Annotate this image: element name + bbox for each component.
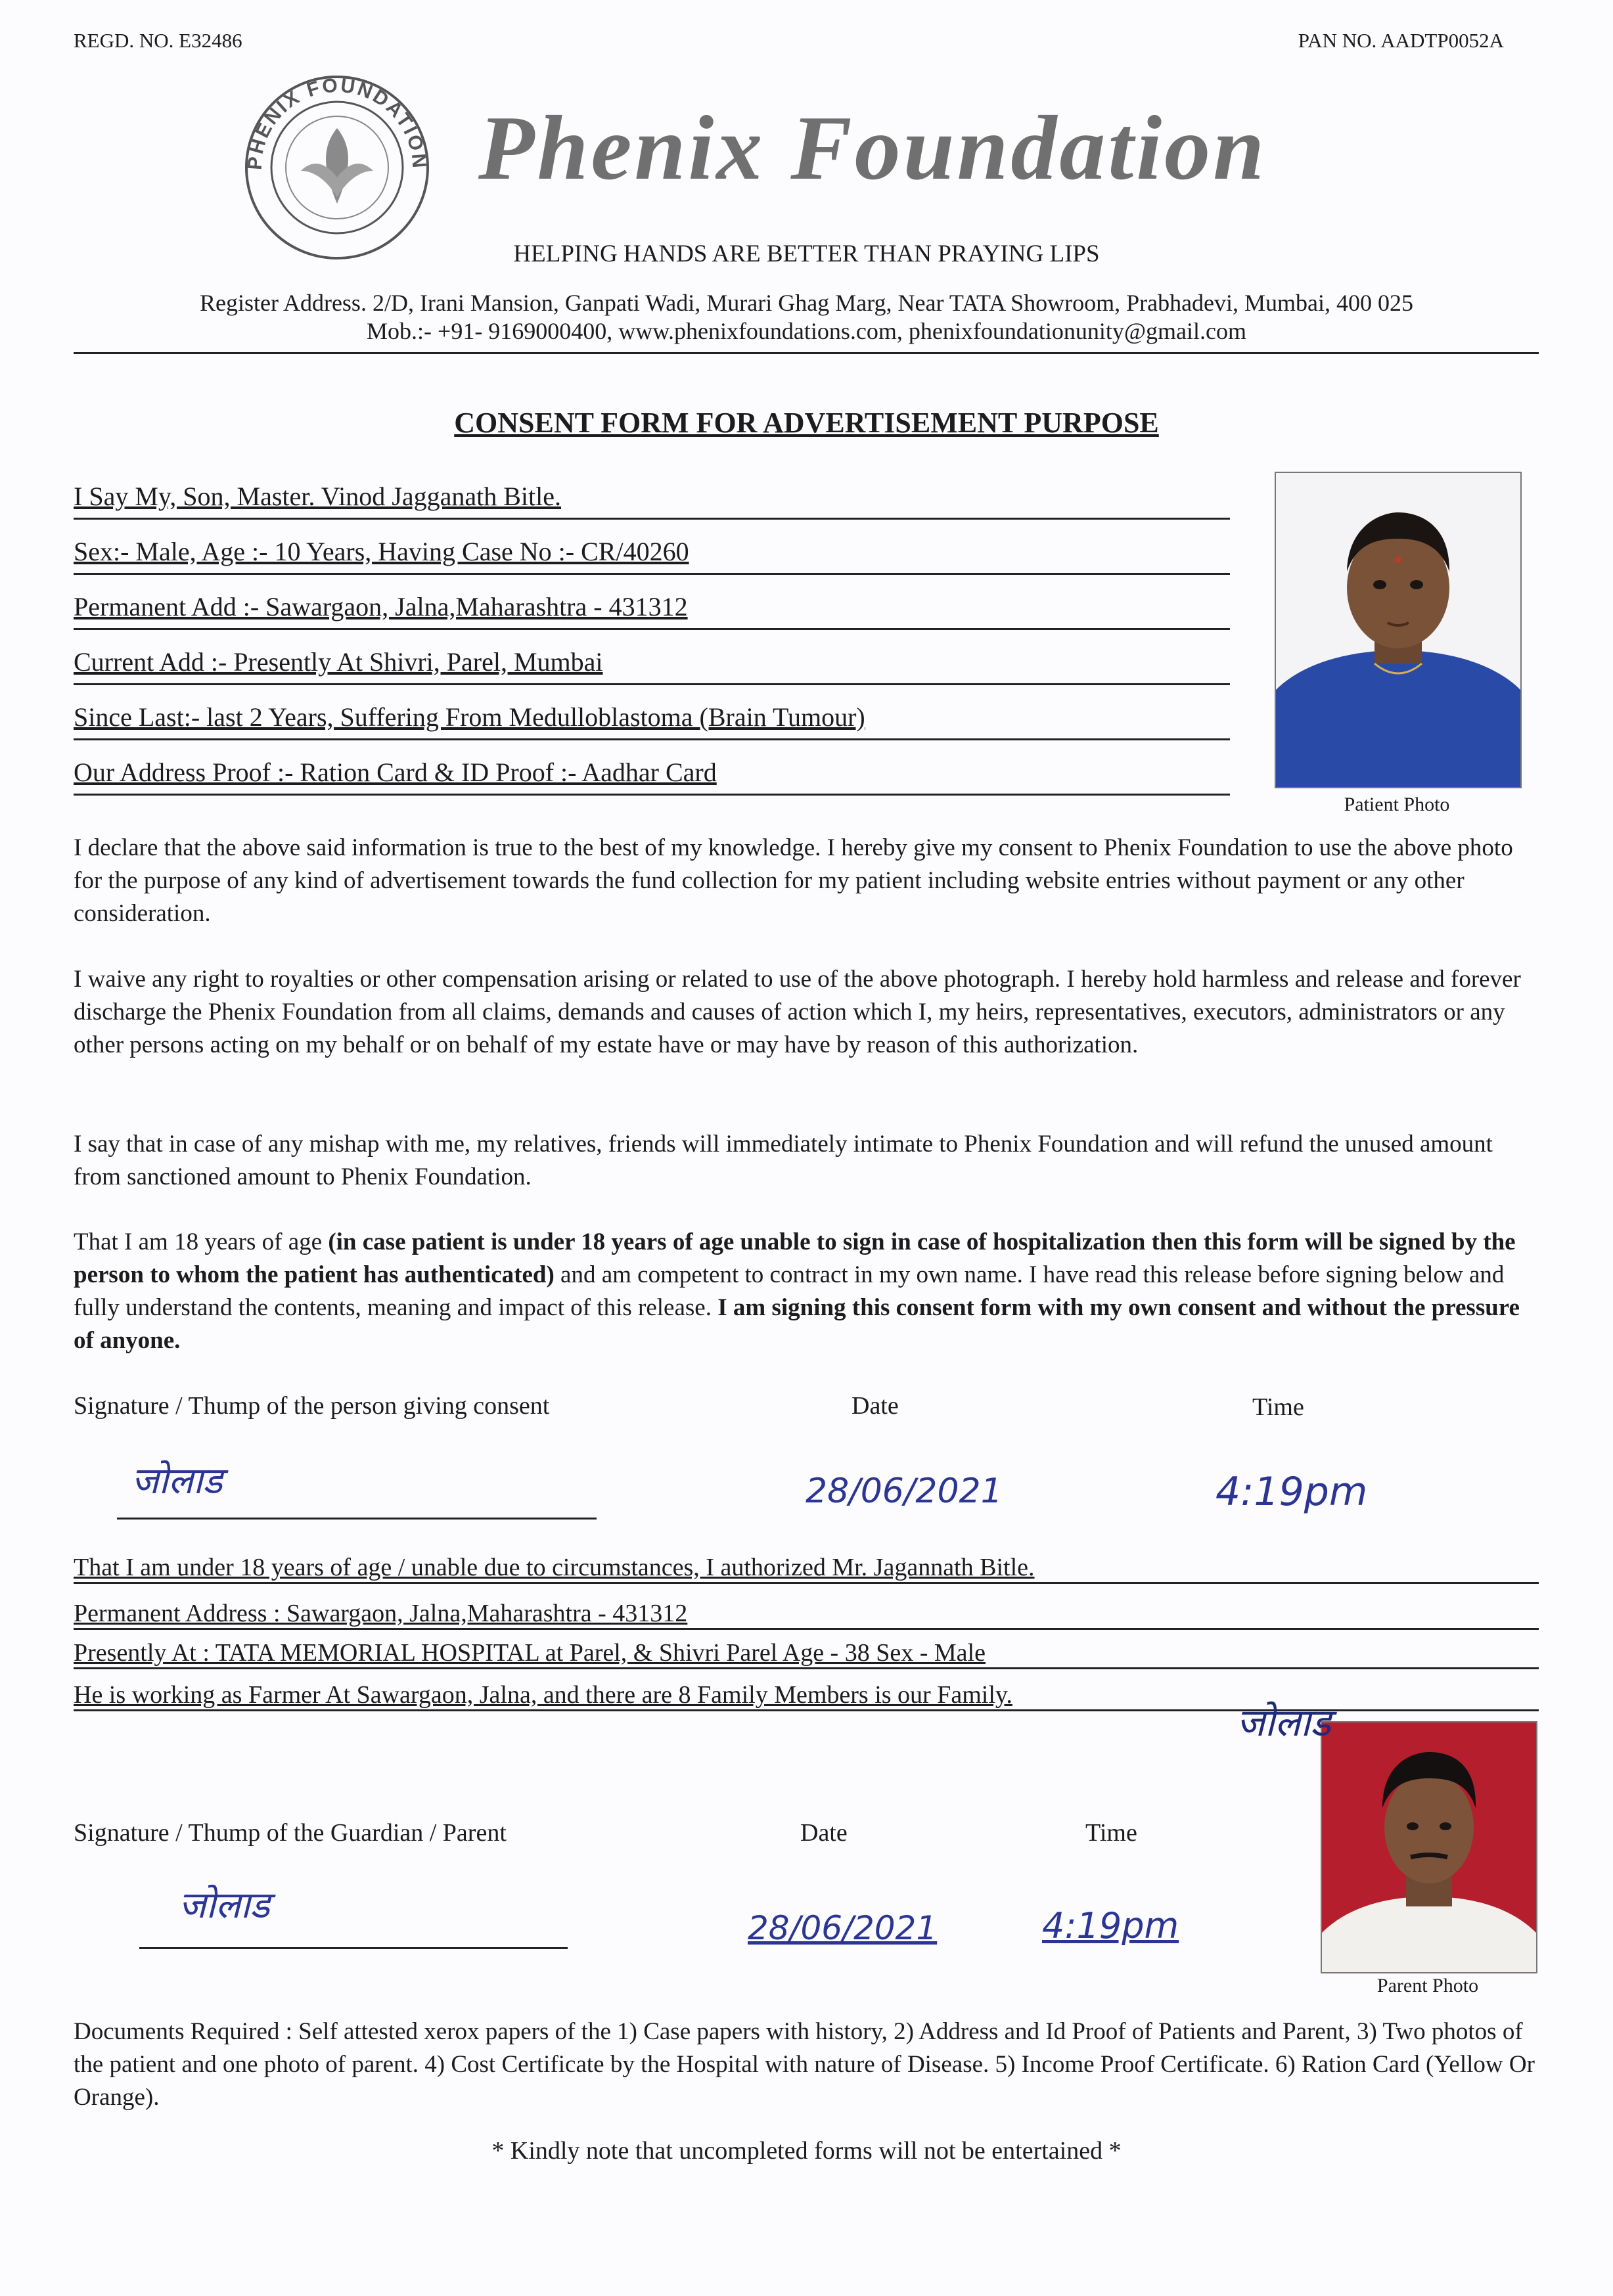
form-title: CONSENT FORM FOR ADVERTISEMENT PURPOSE [454,407,1159,439]
guardian-signature-line [139,1947,568,1949]
photo-attestation-signature: जोलाड [1237,1700,1331,1745]
patient-line-6: Our Address Proof :- Ration Card & ID Proof :- Aadhar Card [74,748,1230,796]
consent-date-value: 28/06/2021 [806,1472,1003,1511]
patient-line-1: I Say My, Son, Master. Vinod Jagganath Bitle. [74,472,1230,520]
consent-signature-line [117,1518,597,1519]
documents-required: Documents Required : Self attested xerox papers of the 1) Case papers with history, 2) Address and Id Proof of Patients and Parent, 3) Two photos of the patient and one photo of parent. 4) Cost Certificate by the Hospital with nature of Disease. 5) Income Proof Certificate. 6) Ration Card (Yellow Or Orange). [74,2018,1535,2111]
registration-number: REGD. NO. E32486 [74,29,242,52]
guardian-signature-label: Signature / Thump of the Guardian / Parent [74,1819,507,1847]
guardian-signature: जोलाड [179,1884,270,1927]
consent-date-label: Date [852,1392,899,1420]
patient-line-4: Current Add :- Presently At Shivri, Parel, Mumbai [74,637,1230,685]
guardian-line-4: He is working as Farmer At Sawargaon, Jalna, and there are 8 Family Members is our Family. [74,1677,1539,1711]
guardian-date-value: 28/06/2021 [748,1909,938,1947]
patient-line-2: Sex:- Male, Age :- 10 Years, Having Case No :- CR/40260 [74,527,1230,575]
guardian-line-3: Presently At : TATA MEMORIAL HOSPITAL at Parel, & Shivri Parel Age - 38 Sex - Male [74,1634,1539,1669]
consent-time-value: 4:19pm [1215,1469,1368,1515]
guardian-time-value: 4:19pm [1042,1905,1179,1947]
foundation-logo [242,72,432,263]
consent-time-label: Time [1252,1393,1304,1421]
organization-name: Phenix Foundation [478,97,1267,199]
waiver-paragraph: I waive any right to royalties or other compensation arising or related to use of the above photograph. I hereby hold harmless and release and forever discharge the Phenix Foundation from all claims, demands and causes of action which I, my heirs, representatives, executors, administrators or any other persons acting on my behalf or on behalf of my estate have or may have by reason of this authorization. [74,966,1521,1058]
patient-line-3: Permanent Add :- Sawargaon, Jalna,Maharashtra - 431312 [74,582,1230,630]
age-paragraph: That I am 18 years of age (in case patient is under 18 years of age unable to sign in case of hospitalization then this form will be signed by the person to whom the patient has authenticated) and am competent to contract in my own name. I have read this release before signing below and fully understand the contents, meaning and impact of this release. I am signing this consent form with my own consent and without the pressure of anyone. [74,1228,1520,1354]
consent-signature: जोलाड [131,1460,223,1502]
guardian-line-2: Permanent Address : Sawargaon, Jalna,Maharashtra - 431312 [74,1595,1539,1630]
parent-photo-caption: Parent Photo [1376,1975,1479,1996]
mishap-paragraph: I say that in case of any mishap with me, my relatives, friends will immediately intimate to Phenix Foundation and will refund the unused amount from sanctioned amount to Phenix Foundation. [74,1131,1493,1190]
guardian-line-1: That I am under 18 years of age / unable due to circumstances, I authorized Mr. Jagannath Bitle. [74,1549,1539,1584]
tagline: HELPING HANDS ARE BETTER THAN PRAYING LIPS [513,240,1100,267]
consent-signature-label: Signature / Thump of the person giving consent [74,1392,550,1420]
contact-info: Mob.:- +91- 9169000400, www.phenixfoundations.com, phenixfoundationunity@gmail.com [367,318,1246,344]
parent-photo [1321,1721,1537,1973]
patient-photo [1275,472,1522,788]
patient-photo-caption: Patient Photo [1344,794,1450,815]
declaration-paragraph: I declare that the above said information is true to the best of my knowledge. I hereby give my consent to Phenix Foundation to use the above photo for the purpose of any kind of advertisement towards the fund collection for my patient including website entries without payment or any other consideration. [74,834,1513,927]
guardian-time-label: Time [1085,1819,1137,1847]
patient-line-5: Since Last:- last 2 Years, Suffering From Medulloblastoma (Brain Tumour) [74,692,1230,740]
guardian-date-label: Date [800,1819,848,1847]
pan-number: PAN NO. AADTP0052A [1298,29,1504,52]
svg-text:PHENIX FOUNDATION: PHENIX FOUNDATION [244,74,430,171]
incomplete-forms-note: * Kindly note that uncompleted forms will not be entertained * [491,2137,1122,2165]
register-address: Register Address. 2/D, Irani Mansion, Ganpati Wadi, Murari Ghag Marg, Near TATA Showroom, Prabhadevi, Mumbai, 400 025 [199,290,1414,316]
header-divider [74,352,1539,354]
